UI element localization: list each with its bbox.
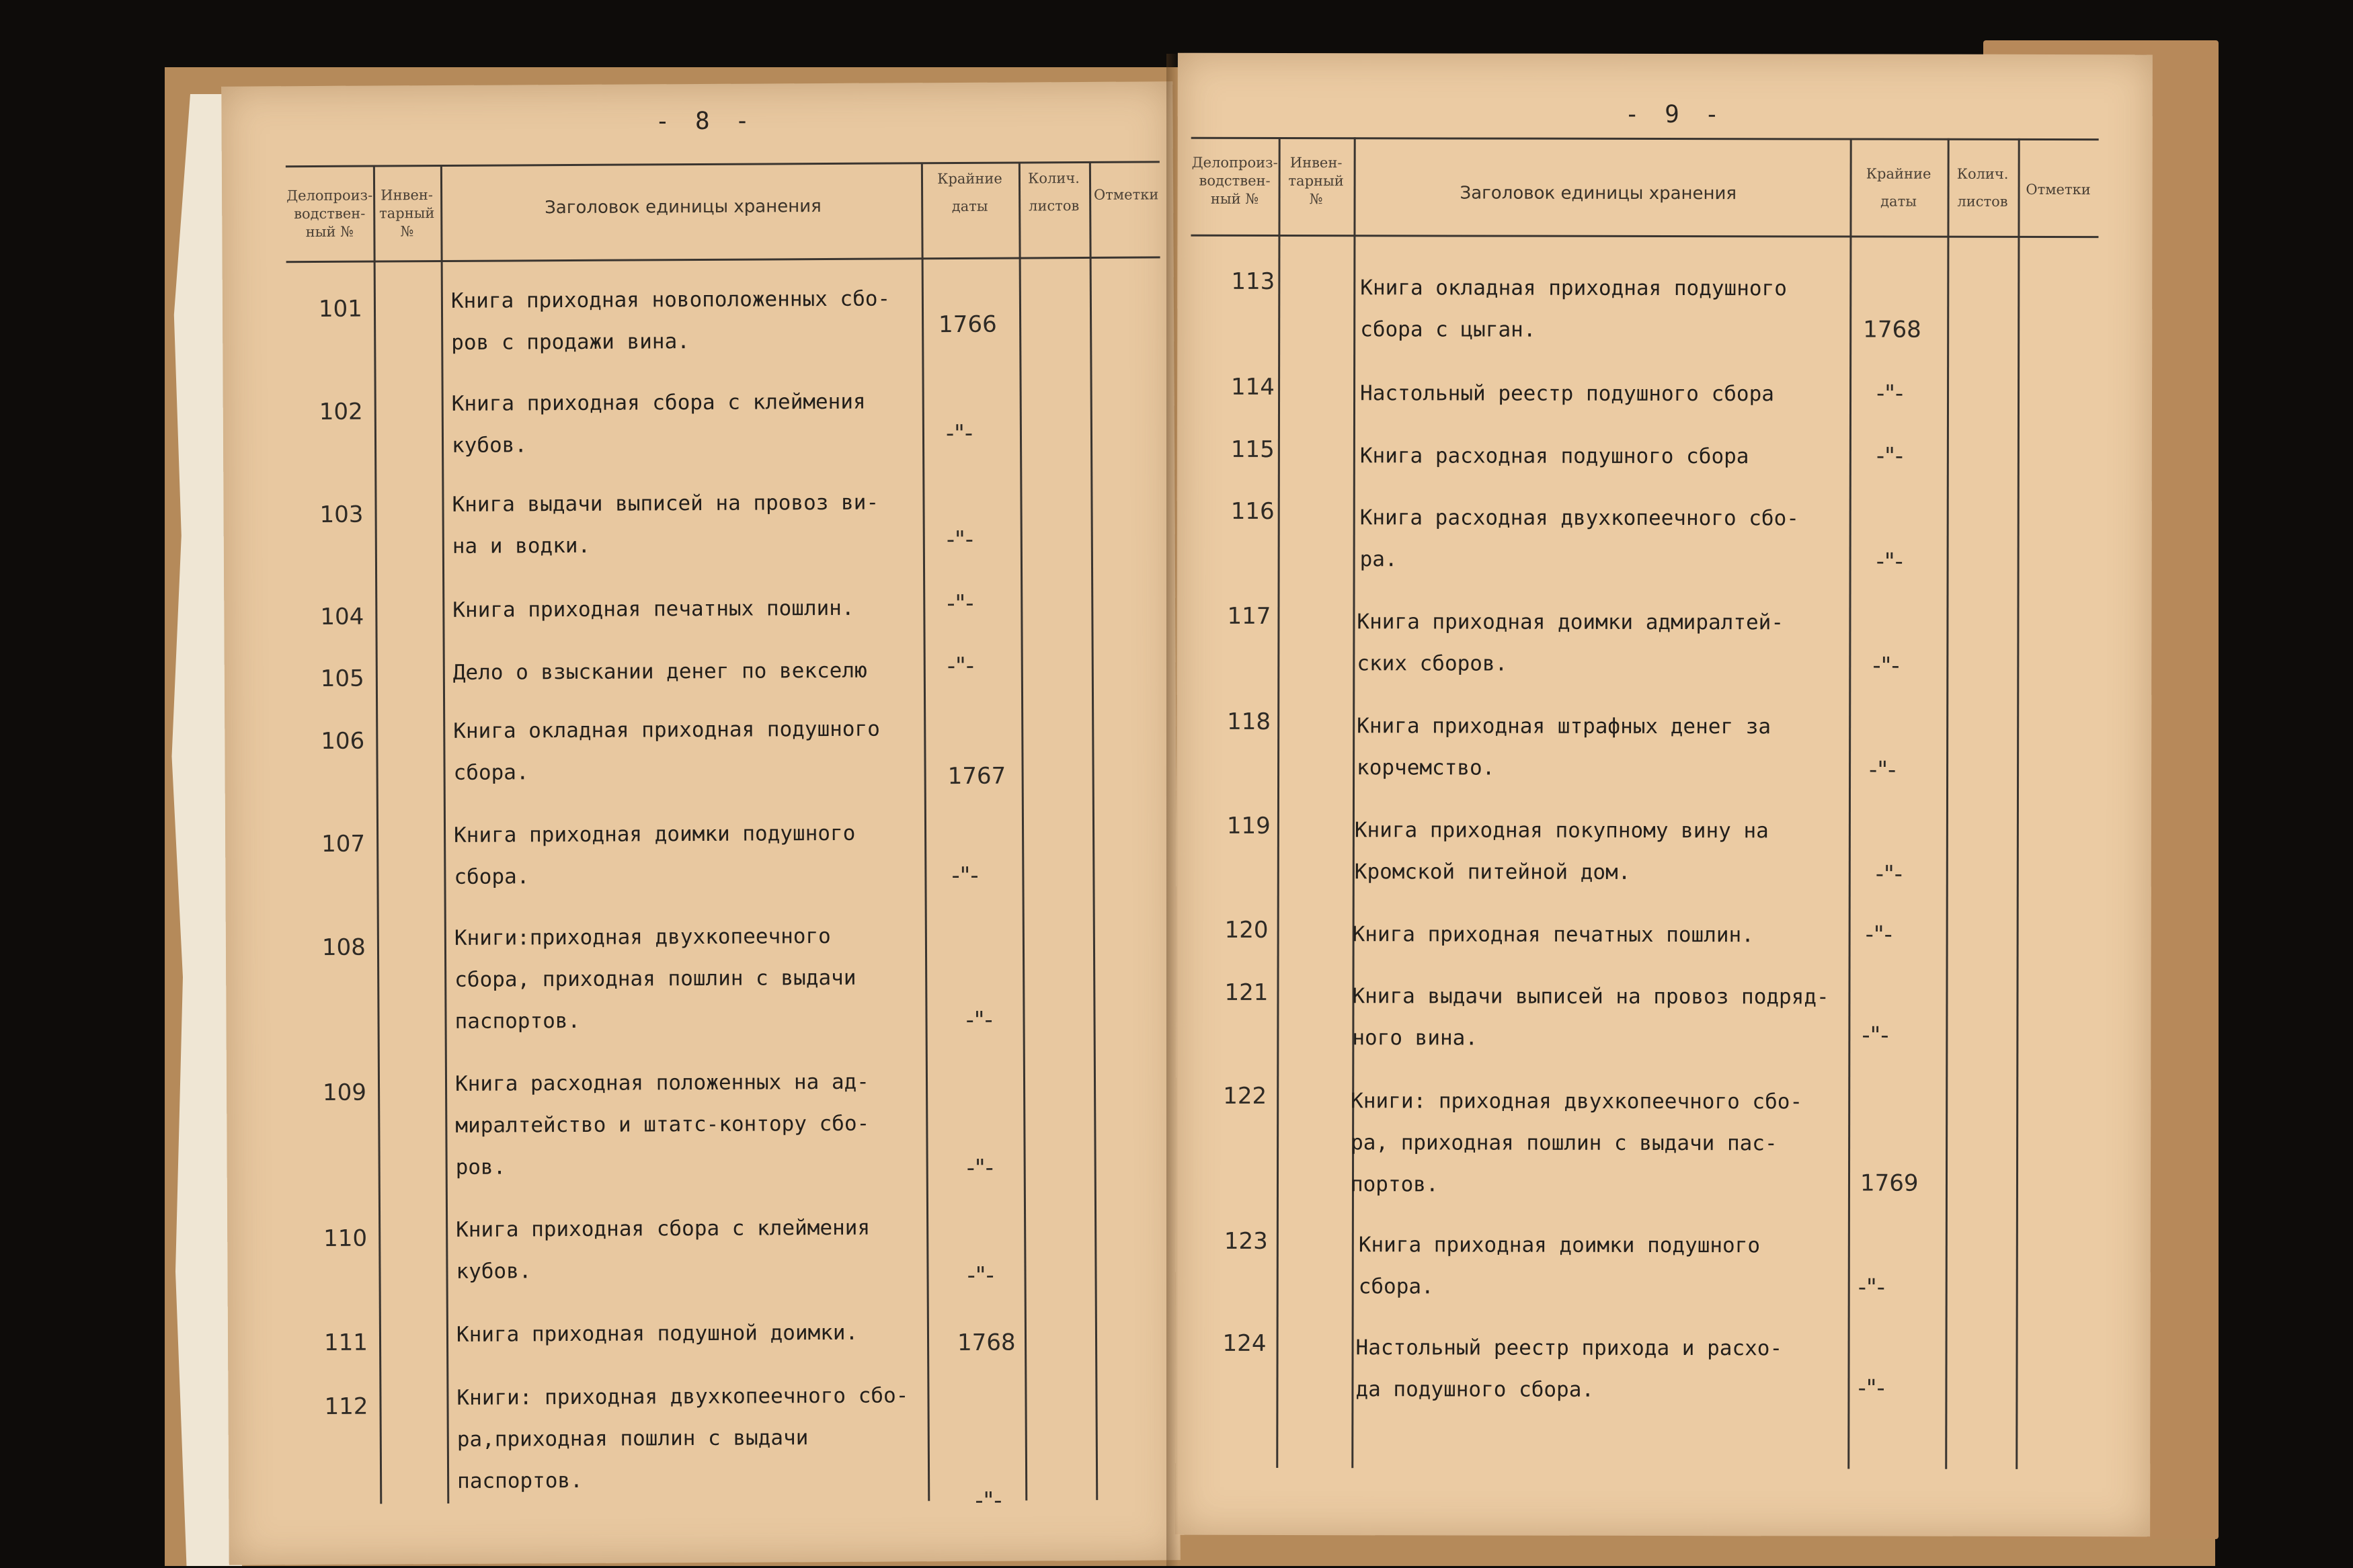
table-row: 101 Книга приходная новоположенных сбо- ров с продажи вина. 1766 xyxy=(318,286,997,355)
table-row: 105 Дело о взыскании денег по векселю -"- xyxy=(320,652,975,692)
table-row: 114 Настольный реестр подушного сбора -"- xyxy=(1231,373,1904,407)
table-row: 111 Книга приходная подушной доимки. 1768 xyxy=(323,1320,1016,1357)
table-row: 113 Книга окладная приходная подушного сбора с цыган. 1768 xyxy=(1231,267,1921,343)
table-row: 110 Книга приходная сбора с клеймения кубов. -"- xyxy=(323,1215,994,1289)
table-row: 123 Книга приходная доимки подушного сбора. -"- xyxy=(1224,1227,1885,1301)
header-inventory-number: Инвен- тарный № xyxy=(1288,155,1344,208)
table-row: 124 Настольный реестр прихода и расхо- да подушного сбора. -"- xyxy=(1222,1329,1885,1402)
header-sheets: Колич. листов xyxy=(1956,165,2009,210)
table-row: 102 Книга приходная сбора с клеймения кубов. -"- xyxy=(319,389,973,458)
header-dates: Крайние даты xyxy=(937,170,1002,215)
header-sheets: Колич. листов xyxy=(1028,170,1080,214)
header-title: Заголовок единицы хранения xyxy=(545,196,822,218)
header-case-number: Делопроиз- водствен- ный № xyxy=(1191,154,1278,207)
table-header-rule xyxy=(1191,235,2098,238)
table-row: 109 Книга расходная положенных на ад- миралтейство и штатс-контору сбо- ров. -"- xyxy=(322,1069,994,1182)
table-row: 106 Книга окладная приходная подушного сбора. 1767 xyxy=(321,716,1006,790)
left-page xyxy=(221,81,1180,1565)
table-row: 122 Книги: приходная двухкопеечного сбо- ра, приходная пошлин с выдачи пас- портов. 1769 xyxy=(1223,1082,1919,1197)
table-row: 107 Книга приходная доимки подушного сбора. -"- xyxy=(321,821,979,890)
table-row: 103 Книга выдачи выписей на провоз ви- на и водки. -"- xyxy=(319,490,974,559)
header-title: Заголовок единицы хранения xyxy=(1460,183,1737,204)
header-case-number: Делопроиз- водствен- ный № xyxy=(286,187,373,241)
header-inventory-number: Инвен- тарный № xyxy=(379,187,435,240)
table-row: 118 Книга приходная штрафных денег за корчемство. -"- xyxy=(1227,708,1897,784)
table-row: 115 Книга расходная подушного сбора -"- xyxy=(1230,436,1904,470)
table-row: 120 Книга приходная печатных пошлин. -"- xyxy=(1224,916,1892,948)
right-page xyxy=(1175,53,2153,1537)
page-number: - 8 - xyxy=(655,107,756,136)
table-row: 108 Книги:приходная двухкопеечного сбора, приходная пошлин с выдачи паспортов. -"- xyxy=(321,923,993,1034)
book-gutter xyxy=(1166,54,1187,1566)
table-top-rule xyxy=(1191,137,2099,140)
header-notes: Отметки xyxy=(2026,181,2091,198)
table-row: 116 Книга расходная двухкопеечного сбо- ра. -"- xyxy=(1230,497,1903,575)
table-row: 119 Книга приходная покупному вину на Кромской питейной дом. -"- xyxy=(1226,812,1903,888)
table-header-rule xyxy=(286,256,1160,263)
table-row: 112 Книги: приходная двухкопеечного сбо- ра,приходная пошлин с выдачи паспортов. -"- xyxy=(324,1383,1002,1514)
table-row: 121 Книга выдачи выписей на провоз подряд- ного вина. -"- xyxy=(1224,979,1889,1050)
table-top-rule xyxy=(286,161,1160,167)
header-notes: Отметки xyxy=(1093,186,1159,203)
table-row: 117 Книга приходная доимки адмиралтей- ских сборов. -"- xyxy=(1227,602,1900,679)
page-number: - 9 - xyxy=(1624,100,1725,129)
table-row: 104 Книга приходная печатных пошлин. -"- xyxy=(320,589,974,630)
header-dates: Крайние даты xyxy=(1866,165,1931,210)
